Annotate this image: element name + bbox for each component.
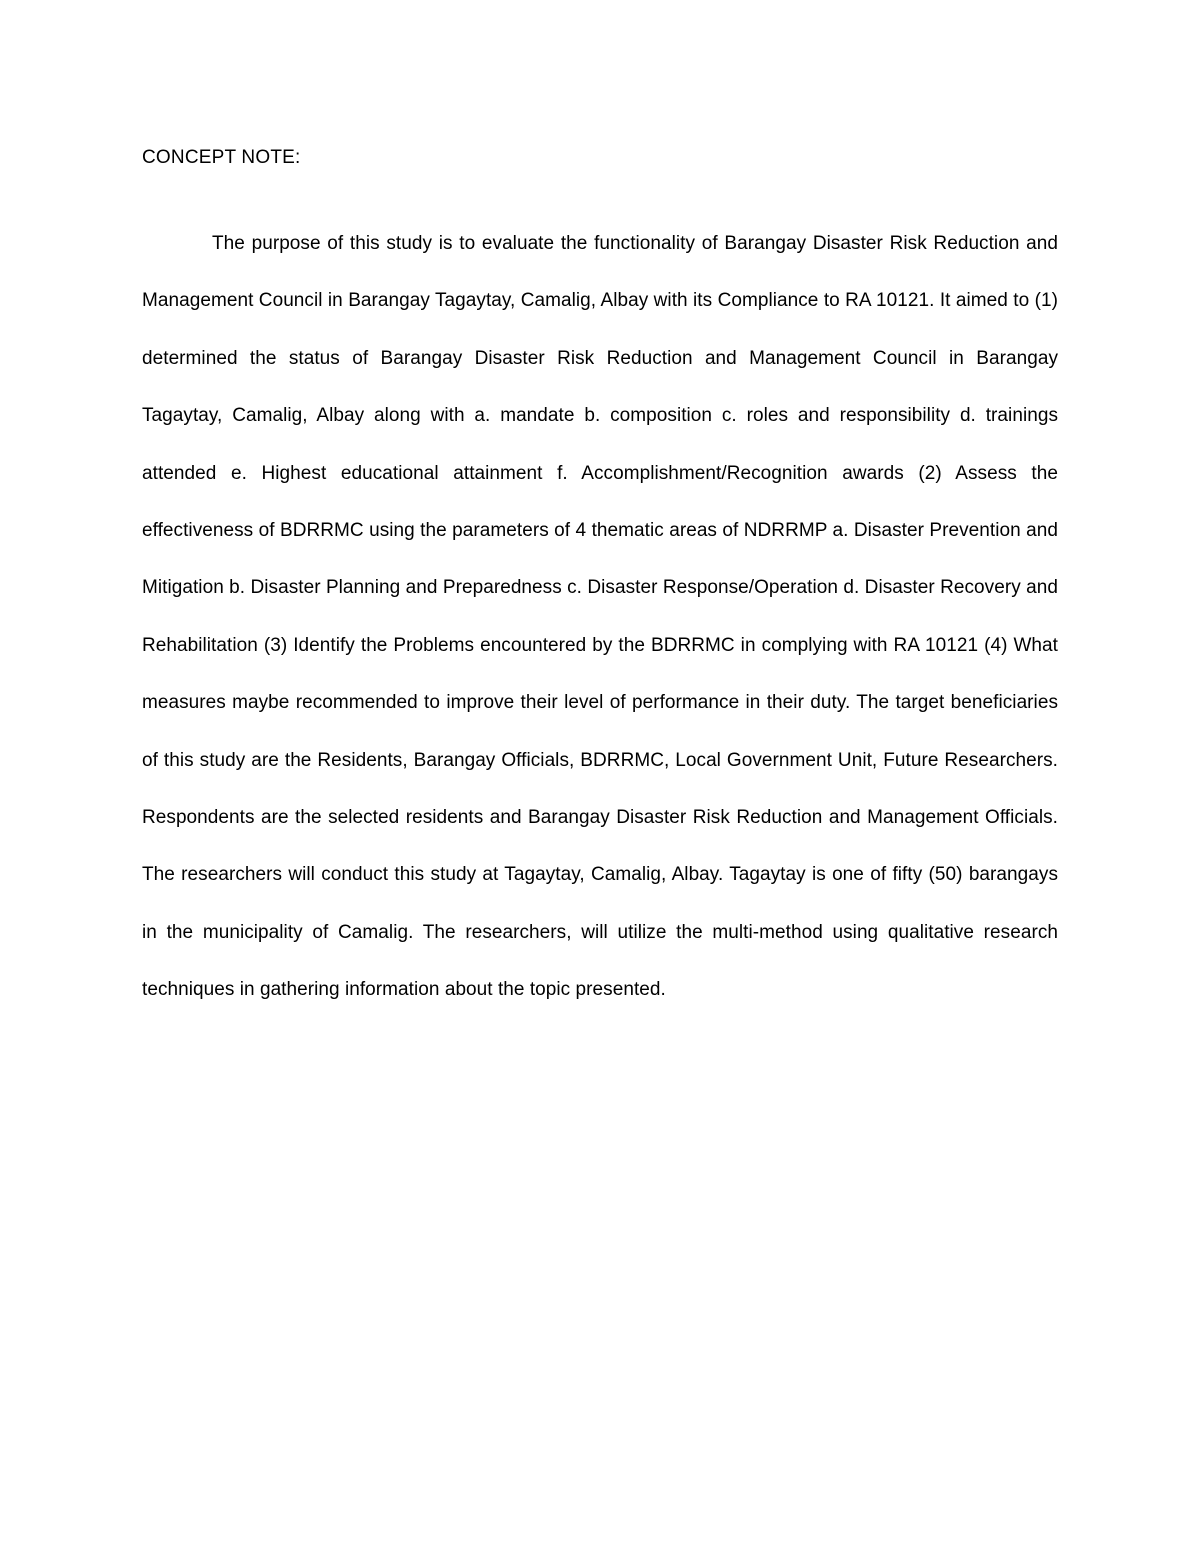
concept-note-heading: CONCEPT NOTE: <box>142 147 301 168</box>
concept-note-paragraph: The purpose of this study is to evaluate the functionality of Barangay Disaster Risk Reduction and Management Council in Barangay Tagaytay, Camalig, Albay with its Compliance to RA 10121. It aimed to (1) determined the status of Barangay Disaster Risk Reduction and Management Council in Barangay Tagaytay, Camalig, Albay along with a. mandate b. composition c. roles and responsibility d. trainings attended e. Highest educational attainment f. Accomplishment/Recognition awards (2) Assess the effectiveness of BDRRMC using the parameters of 4 thematic areas of NDRRMP a. Disaster Prevention and Mitigation b. Disaster Planning and Preparedness c. Disaster Response/Operation d. Disaster Recovery and Rehabilitation (3) Identify the Problems encountered by the BDRRMC in complying with RA 10121 (4) What measures maybe recommended to improve their level of performance in their duty. The target beneficiaries of this study are the Residents, Barangay Officials, BDRRMC, Local Government Unit, Future Researchers. Respondents are the selected residents and Barangay Disaster Risk Reduction and Management Officials. The researchers will conduct this study at Tagaytay, Camalig, Albay. Tagaytay is one of fifty (50) barangays in the municipality of Camalig. The researchers, will utilize the multi-method using qualitative research techniques in gathering information about the topic presented. <box>142 233 1058 1001</box>
